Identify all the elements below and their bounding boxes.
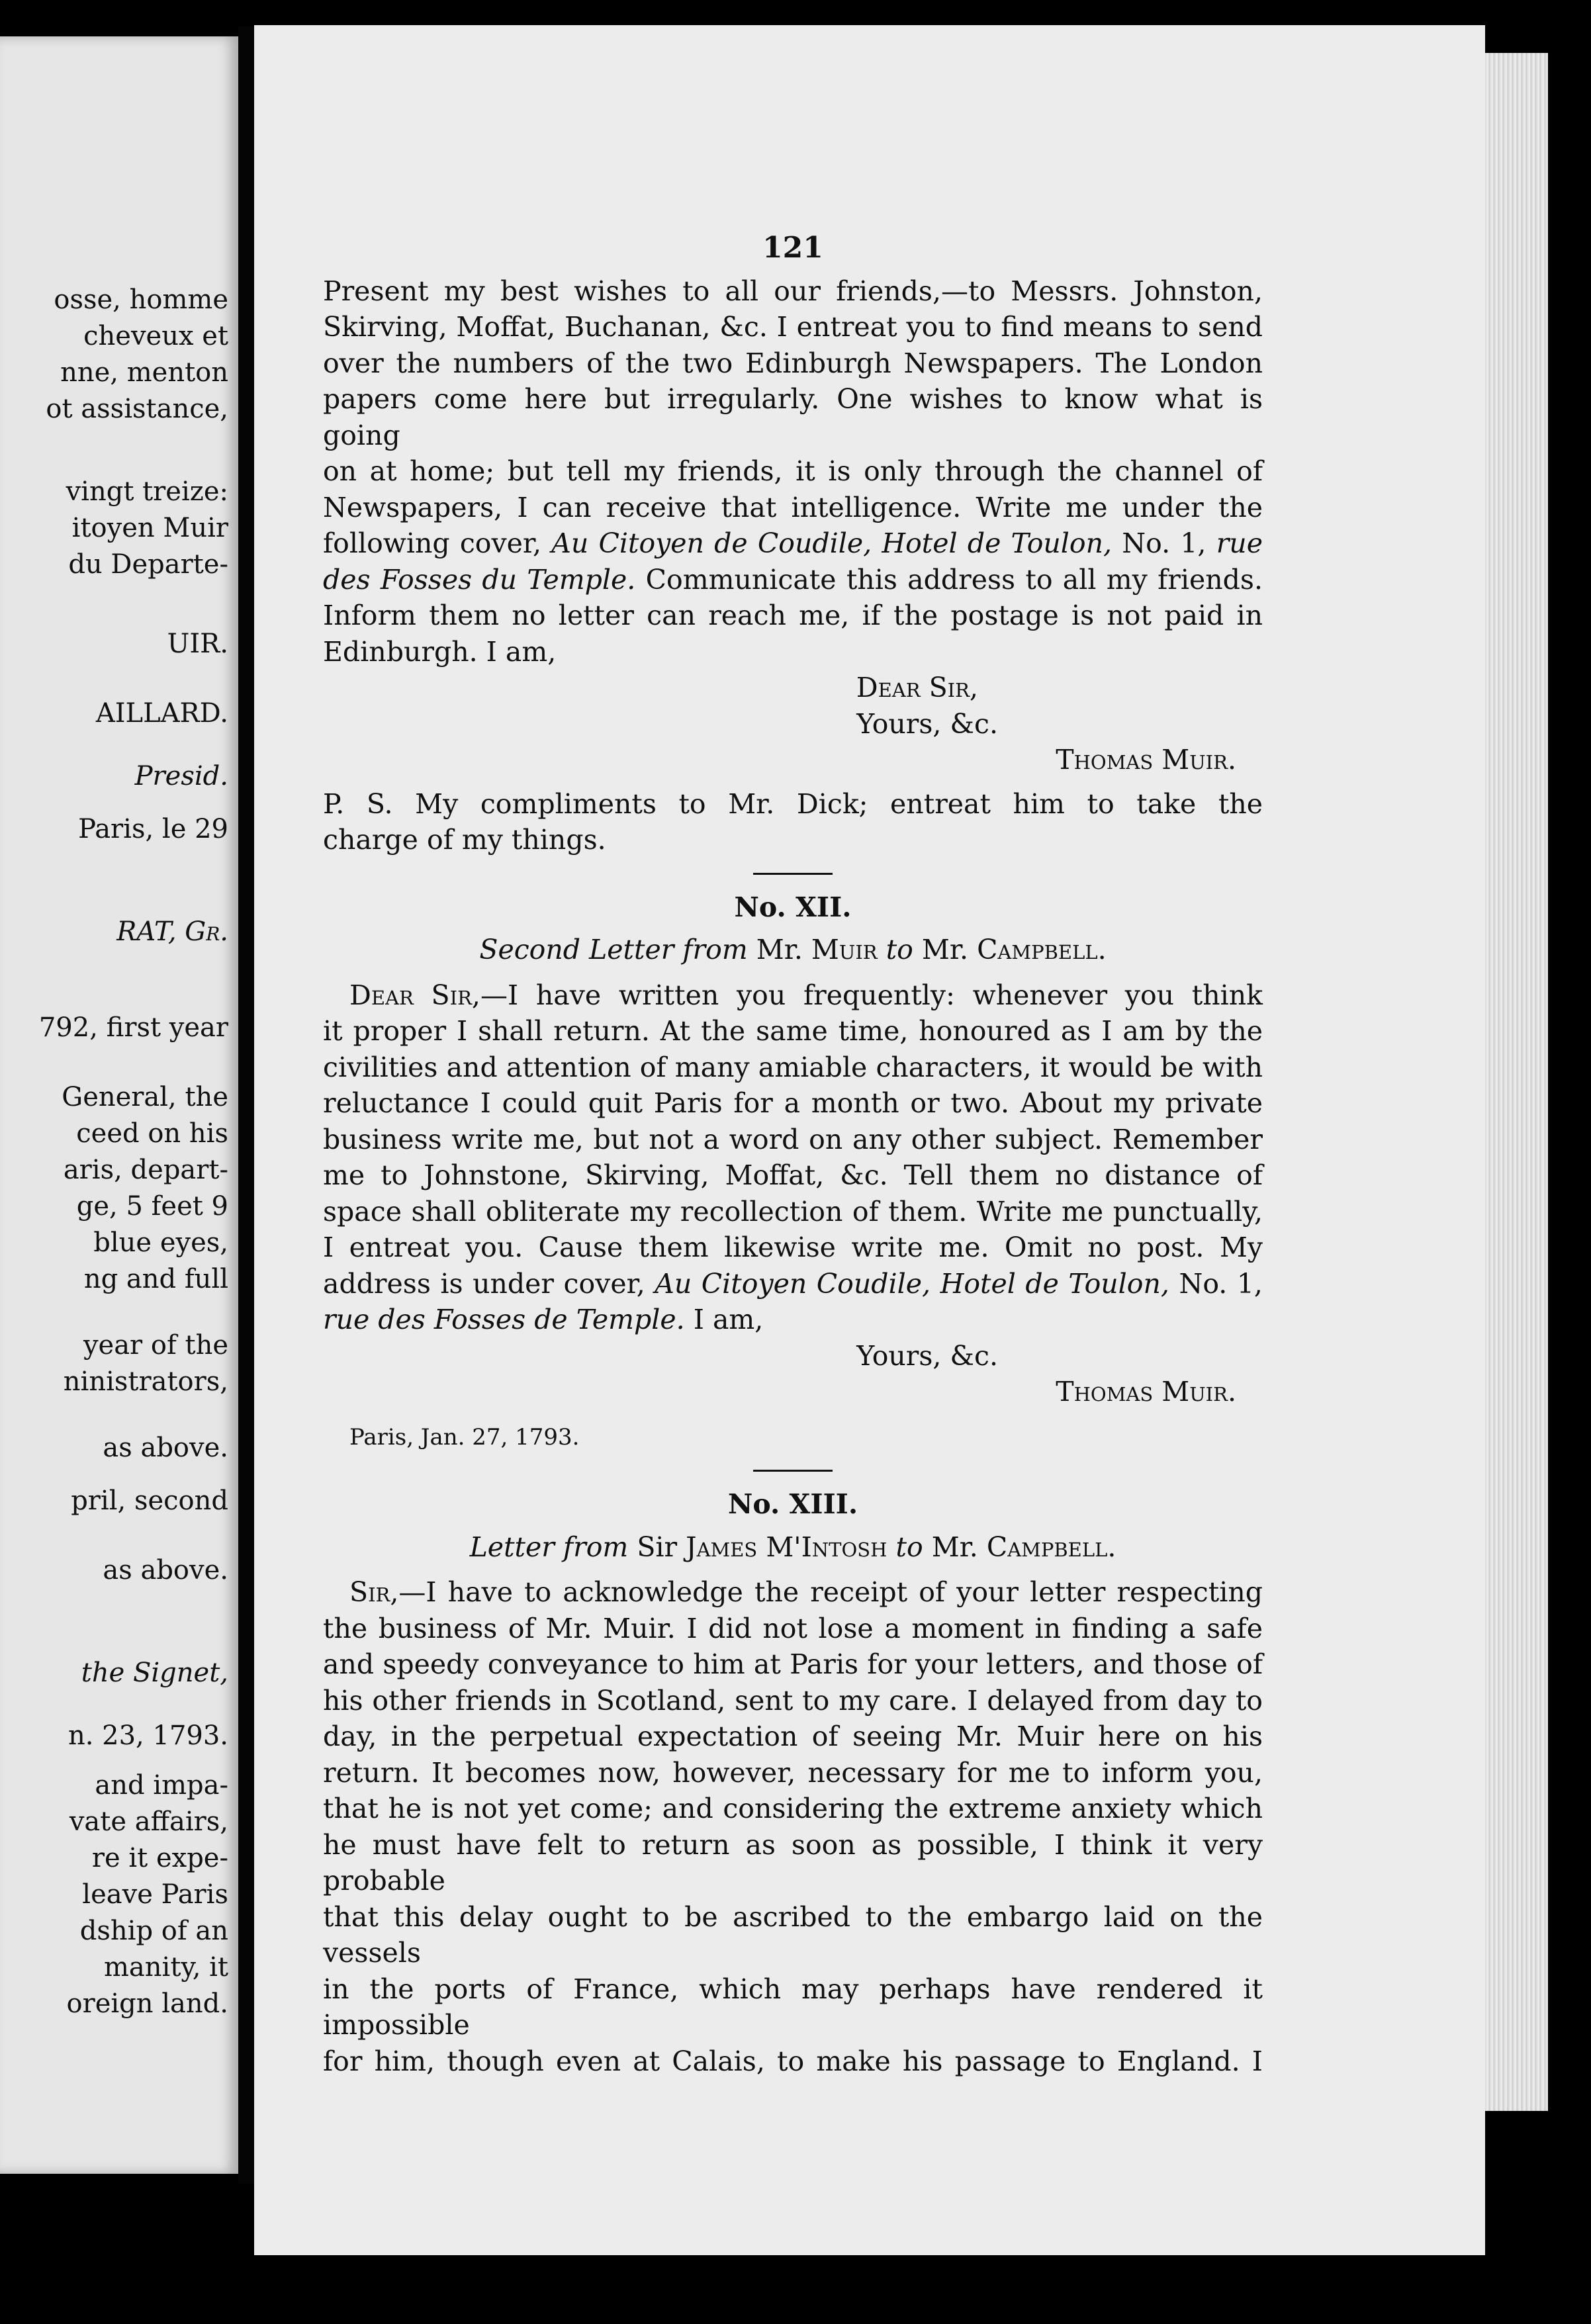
text-run: No. 1, <box>1179 1267 1263 1300</box>
text-line: the business of Mr. Muir. I did not lose a moment in finding a safe <box>323 1612 1263 1644</box>
letter-title <box>323 932 1263 968</box>
text-run: Sir <box>637 1531 678 1563</box>
salutation: Dear Sir, <box>856 672 978 703</box>
left-page-fragment: General, the <box>62 1082 228 1112</box>
text-line: papers come here but irregularly. One wishes to know what is going <box>323 383 1263 451</box>
text-line: I entreat you. Cause them likewise write me. Omit no post. My <box>323 1231 1263 1263</box>
left-page-fragment: leave Paris <box>82 1879 228 1910</box>
left-page-fragment: vingt treize: <box>66 476 228 507</box>
letter-13 <box>323 1486 1263 2079</box>
page-number: 121 <box>762 231 823 265</box>
book-gutter <box>238 26 254 2184</box>
text-line: that this delay ought to be ascribed to the embargo laid on the vessels <box>323 1900 1263 1969</box>
text-line: Inform them no letter can reach me, if the postage is not paid in <box>323 600 1263 631</box>
text-line: Edinburgh. I am, <box>323 635 557 668</box>
left-page-fragment: aris, depart- <box>63 1155 228 1185</box>
left-page-fragment: 792, first year <box>38 1012 228 1043</box>
text-line: reluctance I could quit Paris for a month or two. About my private <box>323 1087 1263 1119</box>
letter-number: No. XIII. <box>727 1488 858 1520</box>
left-page-fragment: ceed on his <box>76 1118 228 1149</box>
left-page-fragment: dship of an <box>79 1916 228 1946</box>
page-edges <box>1485 53 1548 2111</box>
postscript-line: charge of my things. <box>323 824 606 856</box>
italic-run: Au Citoyen Coudile, Hotel de Toulon, <box>655 1267 1169 1300</box>
left-page-fragment: Presid. <box>134 761 228 791</box>
letter-12 <box>323 889 1263 1456</box>
signature: Thomas Muir. <box>1056 744 1236 776</box>
text-run: —I have to acknowledge the receipt of your letter respecting <box>398 1576 1263 1608</box>
left-page-fragment: vate affairs, <box>69 1807 228 1837</box>
opening-salutation: Sir, <box>349 1576 399 1608</box>
text-line: he must have felt to return as soon as possible, I think it very probable <box>323 1828 1263 1897</box>
text-line: business write me, but not a word on any other subject. Remember <box>323 1123 1263 1155</box>
left-page-fragment: RAT, Gr. <box>116 916 228 947</box>
left-page-fragment: ot assistance, <box>46 394 228 424</box>
name-run: Campbell. <box>986 1531 1116 1563</box>
right-page <box>254 25 1485 2255</box>
text-run: Mr. <box>756 934 803 965</box>
text-line <box>323 1574 1263 1611</box>
left-page-fragment: year of the <box>83 1330 228 1361</box>
italic-run: rue <box>1216 527 1263 559</box>
left-page-fragment: du Departe- <box>68 549 228 580</box>
italic-run: Second Letter from <box>479 934 748 965</box>
text-line: his other friends in Scotland, sent to my care. I delayed from day to <box>323 1684 1263 1717</box>
left-page-fragment: ninistrators, <box>63 1366 228 1397</box>
closing-yours: Yours, &c. <box>856 707 998 740</box>
letter-number: No. XII. <box>734 891 852 923</box>
left-page-fragment: as above. <box>103 1555 228 1586</box>
text-run: address is under cover, <box>323 1267 645 1300</box>
left-page-fragment: n. 23, 1793. <box>68 1721 228 1751</box>
left-page-fragment: re it expe- <box>91 1843 228 1873</box>
left-page-fragment: and impa- <box>95 1770 228 1801</box>
text-run: Communicate this address to all my friends. <box>645 563 1263 596</box>
left-page-fragment: ng and full <box>83 1264 228 1294</box>
letter-title <box>323 1529 1263 1566</box>
italic-run: to <box>886 934 913 965</box>
name-run: Muir <box>811 934 878 965</box>
text-run: —I have written you frequently: whenever you think <box>480 979 1263 1011</box>
postscript-line: P. S. My compliments to Mr. Dick; entreat him to take the <box>323 787 1263 820</box>
left-page-fragment: itoyen Muir <box>71 513 228 543</box>
italic-run: to <box>895 1531 923 1563</box>
left-page-fragment: nne, menton <box>60 357 228 388</box>
left-page-fragment: pril, second <box>71 1486 228 1516</box>
closing-yours: Yours, &c. <box>856 1339 998 1372</box>
page-text <box>323 230 1263 2079</box>
text-line: that he is not yet come; and considering the extreme anxiety which <box>323 1793 1263 1824</box>
italic-run: Letter from <box>469 1531 629 1563</box>
text-line: civilities and attention of many amiable characters, it would be with <box>323 1051 1263 1083</box>
left-page-fragment: blue eyes, <box>93 1228 228 1258</box>
italic-run: rue des Fosses de Temple. <box>323 1304 685 1335</box>
text-line: and speedy conveyance to him at Paris for your letters, and those of <box>323 1648 1263 1680</box>
text-line <box>323 1266 1263 1302</box>
left-page-fragment: osse, homme <box>54 285 228 315</box>
signature: Thomas Muir. <box>1056 1376 1236 1408</box>
letter-date: Paris, Jan. 27, 1793. <box>349 1423 580 1451</box>
text-line: Newspapers, I can receive that intelligence. Write me under the <box>323 491 1263 523</box>
left-page-fragment: AILLARD. <box>95 698 228 729</box>
text-line: return. It becomes now, however, necessary for me to inform you, <box>323 1756 1263 1789</box>
left-page-fragment: cheveux et <box>83 321 228 351</box>
section-rule <box>753 1470 833 1472</box>
italic-run: des Fosses du Temple. <box>323 563 636 596</box>
text-line: for him, though even at Calais, to make his passage to England. I <box>323 2045 1263 2077</box>
text-run: I am, <box>693 1304 764 1335</box>
left-page-fragment: ge, 5 feet 9 <box>76 1191 228 1222</box>
text-line: day, in the perpetual expectation of seeing Mr. Muir here on his <box>323 1721 1263 1752</box>
text-line: on at home; but tell my friends, it is only through the channel of <box>323 455 1263 487</box>
left-page-fragment: UIR. <box>167 629 228 659</box>
text-line <box>323 977 1263 1014</box>
italic-run: Au Citoyen de Coudile, Hotel de Toulon, <box>551 527 1113 559</box>
text-line: Present my best wishes to all our friends,—to Messrs. Johnston, <box>323 275 1263 307</box>
section-rule <box>753 873 833 875</box>
left-page-fragment: oreign land. <box>66 1989 228 2019</box>
text-line <box>323 1302 1263 1338</box>
text-line: me to Johnstone, Skirving, Moffat, &c. Tell them no distance of <box>323 1159 1263 1191</box>
left-page-fragment: manity, it <box>104 1952 228 1983</box>
left-page <box>0 36 238 2174</box>
left-page-fragment: the Signet, <box>81 1658 228 1688</box>
left-page-fragment: Paris, le 29 <box>78 814 228 844</box>
text-line: Skirving, Moffat, Buchanan, &c. I entreat you to find means to send <box>323 311 1263 343</box>
text-line: space shall obliterate my recollection of them. Write me punctually, <box>323 1195 1263 1228</box>
text-run: No. 1, <box>1122 527 1206 559</box>
text-line: over the numbers of the two Edinburgh Newspapers. The London <box>323 347 1263 379</box>
text-run: Mr. <box>921 934 969 965</box>
name-run: James M'Intosh <box>686 1531 887 1563</box>
opening-salutation: Dear Sir, <box>349 979 480 1011</box>
text-run: following cover, <box>323 527 542 559</box>
text-line <box>323 562 1263 598</box>
text-line: it proper I shall return. At the same time, honoured as I am by the <box>323 1015 1263 1047</box>
letter-11 <box>323 273 1263 858</box>
text-line: in the ports of France, which may perhaps have rendered it impossible <box>323 1973 1263 2041</box>
text-line <box>323 525 1263 562</box>
text-run: Mr. <box>931 1531 978 1563</box>
name-run: Campbell. <box>977 934 1107 965</box>
left-page-fragment: as above. <box>103 1433 228 1463</box>
